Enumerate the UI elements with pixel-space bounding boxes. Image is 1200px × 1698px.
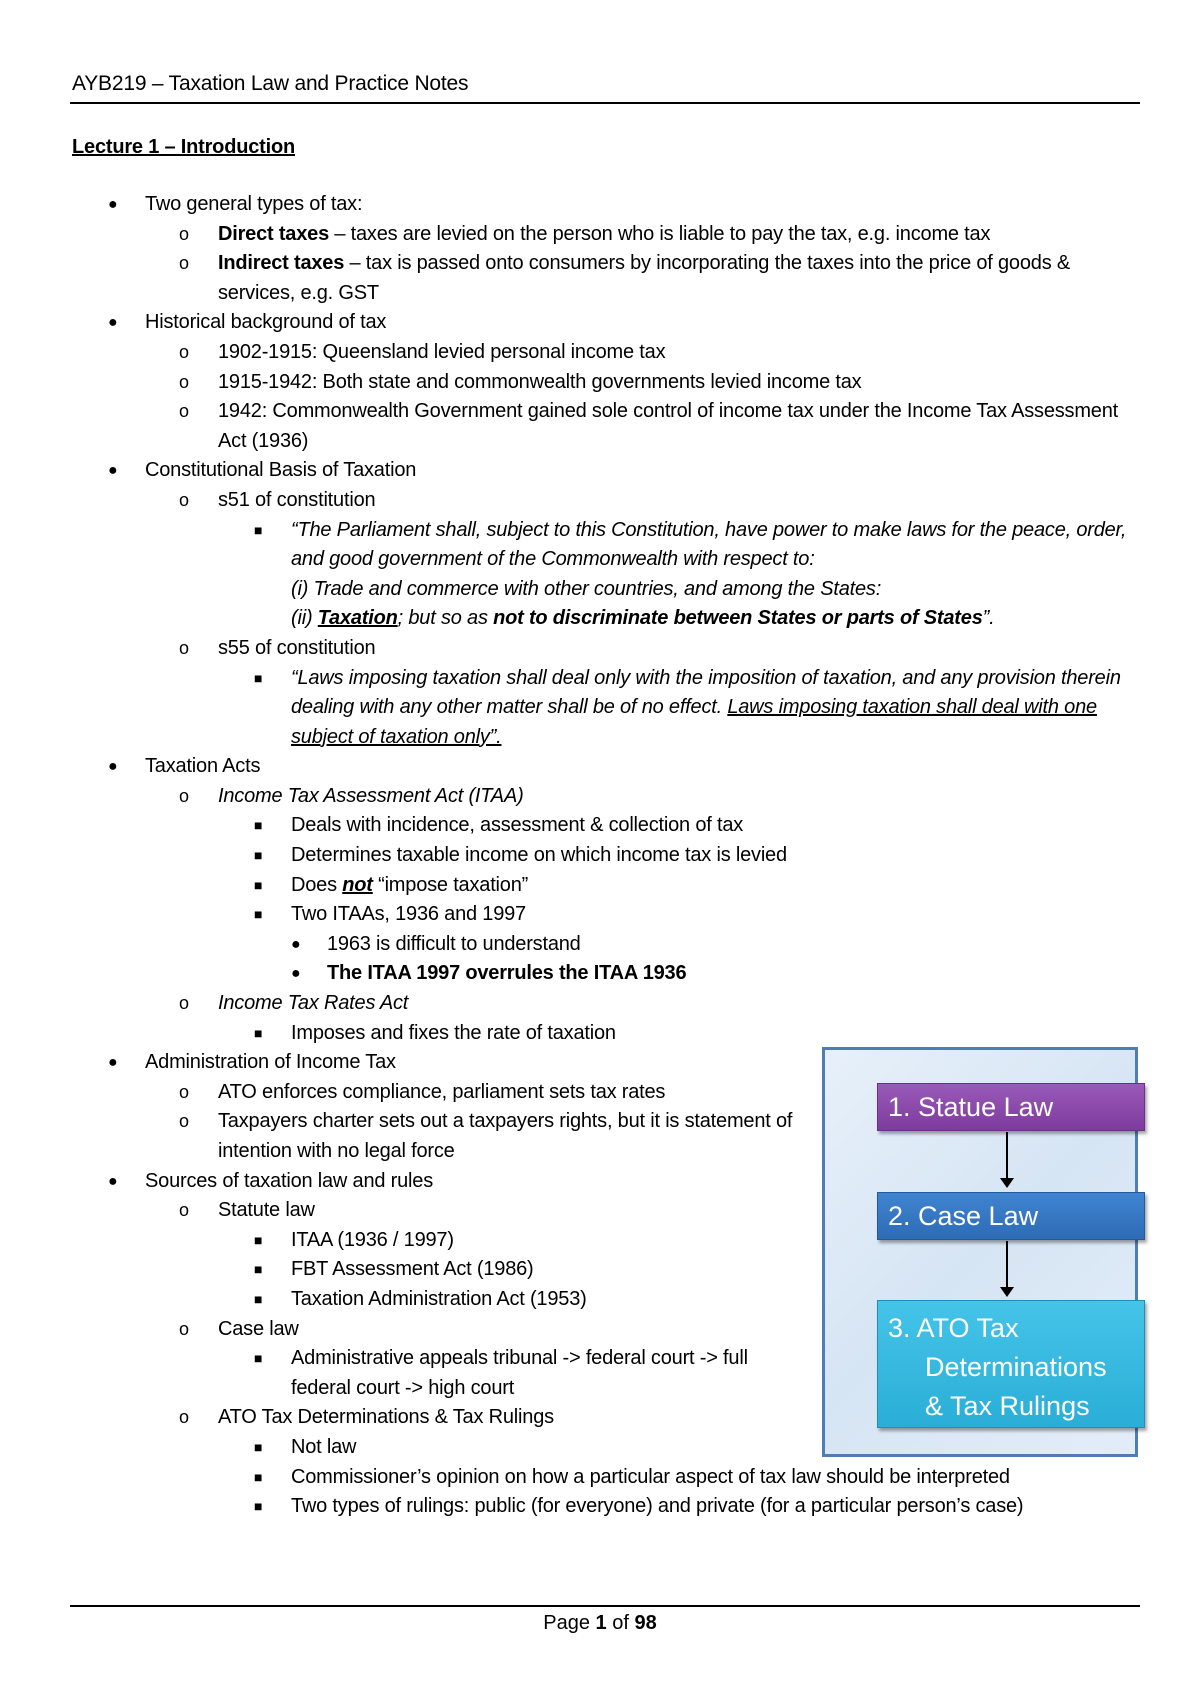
square-bullet-icon: ■: [254, 1468, 263, 1485]
item-text: Deals with incidence, assessment & collection of tax: [291, 814, 744, 837]
footer-rule: [70, 1605, 1140, 1607]
item-text: The ITAA 1997 overrules the ITAA 1936: [327, 962, 687, 985]
list-item: [145, 249, 1140, 308]
circle-bullet-icon: o: [179, 637, 189, 658]
list-item: [218, 516, 1140, 634]
quote-s51: “The Parliament shall, subject to this Constitution, have power to make laws for the peace, order, and good government of the Commonwealth with respect to:: [291, 518, 1127, 571]
square-bullet-icon: ■: [254, 1350, 263, 1367]
list-item: [218, 1019, 1140, 1049]
list-item: [218, 811, 1140, 841]
list-item: [218, 841, 1140, 871]
bullet-icon: ●: [291, 965, 301, 983]
item-text: Commissioner’s opinion on how a particular aspect of tax law should be interpreted: [291, 1465, 1010, 1488]
list-item: [218, 1492, 1140, 1522]
list-item: [145, 486, 1140, 634]
circle-bullet-icon: o: [179, 785, 189, 806]
item-text: Income Tax Rates Act: [218, 992, 409, 1015]
item-text: – tax is passed onto consumers by incorporating the taxes into the price of goods & services, e.g. GST: [218, 252, 1071, 304]
bullet-icon: ●: [108, 462, 118, 480]
list-item: [72, 752, 1140, 1048]
square-bullet-icon: ■: [254, 1024, 263, 1041]
page-label: Page: [543, 1612, 596, 1634]
square-bullet-icon: ■: [254, 1290, 263, 1307]
bullet-icon: ●: [108, 314, 118, 332]
list-item: [72, 190, 1140, 308]
item-text: Administrative appeals tribunal -> federal court -> full federal court -> high court: [291, 1347, 748, 1399]
item-text: Not law: [291, 1435, 357, 1458]
bullet-icon: ●: [108, 1054, 118, 1072]
page-number: [0, 1612, 1200, 1635]
item-text: Does: [291, 873, 343, 896]
square-bullet-icon: ■: [254, 669, 263, 686]
square-bullet-icon: ■: [254, 1231, 263, 1248]
term-direct-taxes: Direct taxes: [218, 222, 329, 245]
square-bullet-icon: ■: [254, 1261, 263, 1278]
item-text: Income Tax Assessment Act (ITAA): [218, 784, 524, 807]
page-of: of: [606, 1612, 635, 1634]
item-text: 1942: Commonwealth Government gained sole control of income tax under the Income Tax Assessment Act (1936): [218, 400, 1119, 452]
quote-s51-i: (i) Trade and commerce with other countries, and among the States:: [291, 577, 882, 600]
document-header: AYB219 – Taxation Law and Practice Notes: [72, 72, 469, 95]
item-text: 1963 is difficult to understand: [327, 932, 581, 955]
bullet-icon: ●: [108, 196, 118, 213]
bullet-icon: ●: [108, 758, 118, 776]
circle-bullet-icon: o: [179, 371, 189, 392]
item-text: Case law: [218, 1317, 299, 1340]
item-text: Taxation Administration Act (1953): [291, 1287, 587, 1310]
item-text: Two types of rulings: public (for everyone) and private (for a particular person’s case): [291, 1495, 1024, 1518]
circle-bullet-icon: o: [179, 1081, 189, 1102]
list-item: [145, 220, 1140, 250]
list-item: [145, 782, 1140, 989]
list-item: [218, 900, 1140, 989]
arrow-down-icon: [1006, 1241, 1008, 1295]
list-item: [291, 930, 1140, 960]
item-text: Historical background of tax: [145, 311, 387, 334]
diagram-box-line: 3. ATO Tax: [888, 1313, 1019, 1343]
circle-bullet-icon: o: [179, 341, 189, 362]
circle-bullet-icon: o: [179, 1407, 189, 1428]
item-text: – taxes are levied on the person who is liable to pay the tax, e.g. income tax: [329, 222, 991, 245]
list-item: [145, 989, 1140, 1048]
item-text: ATO enforces compliance, parliament sets tax rates: [218, 1080, 666, 1103]
header-rule: [70, 102, 1140, 104]
item-text: ATO Tax Determinations & Tax Rulings: [218, 1406, 554, 1429]
circle-bullet-icon: o: [179, 1111, 189, 1132]
list-item: [291, 959, 1140, 989]
item-text: s51 of constitution: [218, 488, 376, 511]
item-text: Two ITAAs, 1936 and 1997: [291, 903, 526, 926]
item-text: Taxpayers charter sets out a taxpayers rights, but it is statement of intention with no legal force: [218, 1110, 793, 1162]
circle-bullet-icon: o: [179, 993, 189, 1014]
item-text: “impose taxation”: [372, 873, 529, 896]
item-text: s55 of constitution: [218, 636, 376, 659]
list-item: [145, 397, 1140, 456]
sources-hierarchy-diagram: [822, 1047, 1138, 1457]
circle-bullet-icon: o: [179, 223, 189, 244]
circle-bullet-icon: o: [179, 1318, 189, 1339]
list-item: [218, 1463, 1140, 1493]
diagram-box-ato-rulings: [877, 1300, 1145, 1428]
arrow-down-icon: [1006, 1132, 1008, 1186]
circle-bullet-icon: o: [179, 401, 189, 422]
list-item: [218, 871, 1140, 901]
square-bullet-icon: ■: [254, 876, 263, 893]
square-bullet-icon: ■: [254, 1498, 263, 1515]
quote-text: ”.: [982, 607, 995, 630]
square-bullet-icon: ■: [254, 906, 263, 923]
circle-bullet-icon: o: [179, 1200, 189, 1221]
item-text: ITAA (1936 / 1997): [291, 1228, 454, 1251]
bullet-icon: ●: [291, 935, 301, 953]
emphasis-not: not: [342, 873, 373, 896]
item-text: Taxation Acts: [145, 755, 261, 778]
item-text: Two general types of tax:: [145, 193, 363, 215]
list-item: [145, 338, 1140, 368]
square-bullet-icon: ■: [254, 847, 263, 864]
quote-emphasis: Laws imposing taxation shall deal with one subject of taxation only”.: [291, 696, 1097, 748]
quote-text: ; but so as: [397, 607, 494, 630]
quote-emphasis: not to discriminate between States or parts of States: [493, 607, 983, 630]
item-text: FBT Assessment Act (1986): [291, 1258, 534, 1281]
quote-text: (ii): [291, 607, 318, 630]
current-page: 1: [595, 1612, 607, 1634]
bullet-icon: ●: [108, 1172, 118, 1190]
list-item: [145, 634, 1140, 752]
list-item: [218, 664, 1140, 753]
lecture-title: Lecture 1 – Introduction: [72, 136, 296, 158]
item-text: Sources of taxation law and rules: [145, 1169, 434, 1192]
circle-bullet-icon: o: [179, 489, 189, 510]
diagram-box-line: Determinations: [925, 1352, 1107, 1382]
item-text: Imposes and fixes the rate of taxation: [291, 1021, 616, 1044]
diagram-box-statute-law: 1. Statue Law: [877, 1083, 1145, 1131]
square-bullet-icon: ■: [254, 1438, 263, 1455]
item-text: Administration of Income Tax: [145, 1051, 396, 1074]
list-item: [72, 456, 1140, 752]
quote-emphasis: Taxation: [317, 607, 398, 630]
square-bullet-icon: ■: [254, 817, 263, 834]
square-bullet-icon: ■: [254, 521, 263, 538]
total-pages: 98: [634, 1612, 657, 1634]
quote-s55: “Laws imposing taxation shall deal only with the imposition of taxation, and any provision therein dealing with any other matter shall be of no effect.: [291, 666, 1121, 719]
diagram-box-line: & Tax Rulings: [925, 1391, 1090, 1421]
item-text: Statute law: [218, 1199, 315, 1222]
item-text: Constitutional Basis of Taxation: [145, 459, 417, 482]
circle-bullet-icon: o: [179, 253, 189, 274]
list-item: [72, 308, 1140, 456]
item-text: 1915-1942: Both state and commonwealth governments levied income tax: [218, 370, 862, 393]
diagram-box-case-law: 2. Case Law: [877, 1192, 1145, 1240]
item-text: 1902-1915: Queensland levied personal income tax: [218, 340, 666, 363]
list-item: [145, 368, 1140, 398]
item-text: Determines taxable income on which income tax is levied: [291, 844, 787, 867]
term-indirect-taxes: Indirect taxes: [218, 252, 345, 275]
